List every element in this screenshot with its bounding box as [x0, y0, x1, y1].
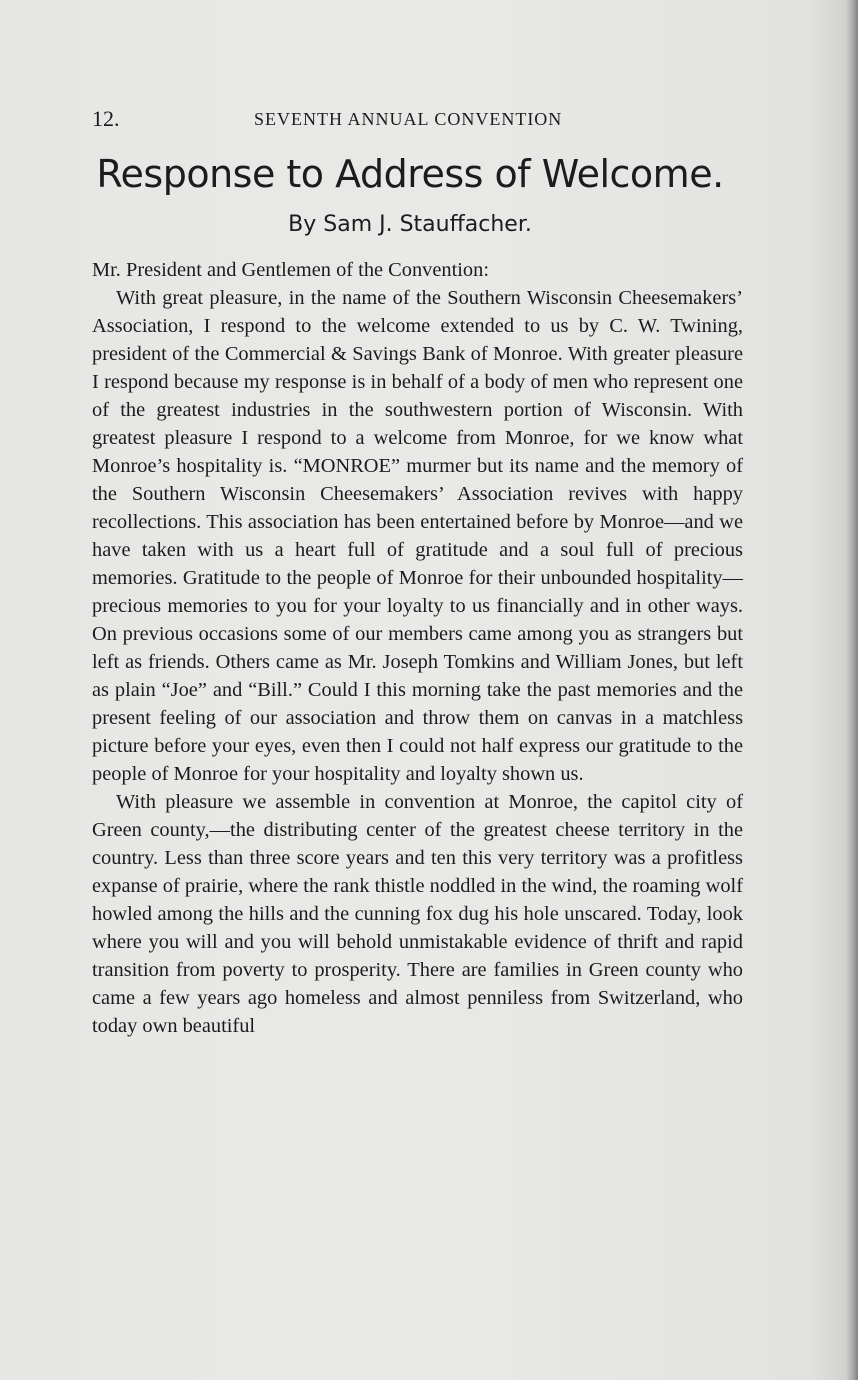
article-title: Response to Address of Welcome. [96, 152, 724, 196]
salutation: Mr. President and Gentlemen of the Convention: [92, 259, 489, 281]
running-title: SEVENTH ANNUAL CONVENTION [254, 109, 563, 129]
article-byline: By Sam J. Stauffacher. [288, 212, 532, 237]
article-body [92, 256, 743, 1040]
paragraph-2: With pleasure we assemble in convention at Monroe, the capitol city of Green county,—the distributing center of the greatest cheese territory in the country. Less than three score years and ten this very territory was a profitless expanse of prairie, where the rank thistle noddled in the wind, the roaming wolf howled among the hills and the cunning fox dug his hole unscared. Today, look where you will and you will behold unmistakable evidence of thrift and rapid transition from poverty to prosperity. There are families in Green county who came a few years ago homeless and almost penniless from Switzerland, who today own beautiful [92, 791, 743, 1037]
paragraph-1: With great pleasure, in the name of the Southern Wisconsin Cheesemakers’ Association, I respond to the welcome extended to us by C. W. Twining, president of the Commercial & Savings Bank of Monroe. With greater pleasure I respond because my response is in behalf of a body of men who represent one of the greatest industries in the southwestern portion of Wisconsin. With greatest pleasure I respond to a welcome from Monroe, for we know what Monroe’s hospitality is. “MONROE” murmer but its name and the memory of the Southern Wisconsin Cheesemakers’ Association revives with happy recollections. This association has been entertained before by Monroe—and we have taken with us a heart full of gratitude and a soul full of precious memories. Gratitude to the people of Monroe for their unbounded hospitality—precious memories to you for your loyalty to us financially and in other ways. On previous occasions some of our members came among you as strangers but left as friends. Others came as Mr. Joseph Tomkins and William Jones, but left as plain “Joe” and “Bill.” Could I this morning take the past memories and the present feeling of our association and throw them on canvas in a matchless picture before your eyes, even then I could not half express our gratitude to the people of Monroe for your hospitality and loyalty shown us. [92, 287, 743, 785]
page-edge-shadow [846, 0, 858, 1380]
page-number: 12. [92, 106, 120, 131]
running-header [92, 106, 752, 136]
